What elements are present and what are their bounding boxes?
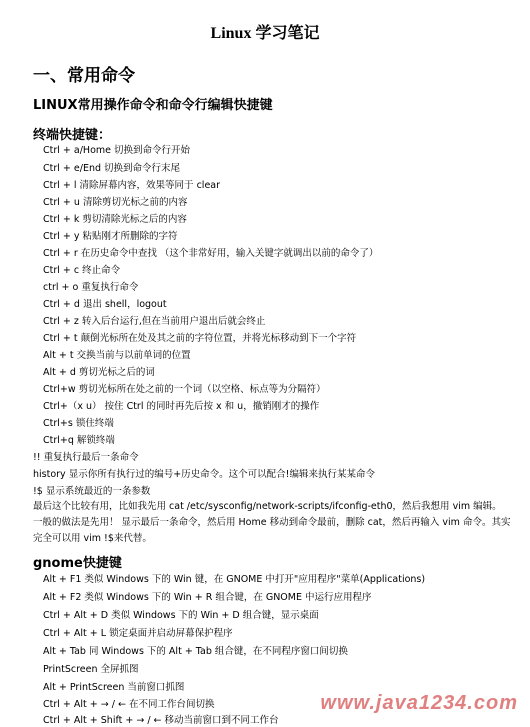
list-item: Ctrl + Alt + L 锁定桌面并启动屏幕保护程序 [43,628,233,639]
explanation-paragraph: 最后这个比较有用，比如我先用 cat /etc/sysconfig/network-scripts/ifconfig-eth0，然后我想用 vim 编辑。一般的做法是先用！ 显示最后一条命令，然后用 Home 移动到命令最前，删除 cat，然后再输入 vim 命令。其实完全可以用 vim !$来代替。 [33,501,511,544]
list-item: PrintScreen 全屏抓图 [43,664,139,675]
list-item: Ctrl + y 粘贴刚才所删除的字符 [43,231,178,242]
list-item: Ctrl+w 剪切光标所在处之前的一个词（以空格、标点等为分隔符） [43,384,326,395]
list-item: Alt + Tab 同 Windows 下的 Alt + Tab 组合键，在不同程序窗口间切换 [43,646,348,657]
list-item: Alt + d 剪切光标之后的词 [43,367,155,378]
list-item: Ctrl + k 剪切清除光标之后的内容 [43,214,187,225]
gnome-shortcuts-heading: gnome快捷键 [33,556,122,571]
watermark: www.java1234.com [320,692,518,714]
list-item: Ctrl+（x u） 按住 Ctrl 的同时再先后按 x 和 u，撤销刚才的操作 [43,401,320,412]
list-item: Ctrl + Alt + → / ← 在不同工作台间切换 [43,699,215,710]
list-item: Alt + F1 类似 Windows 下的 Win 键，在 GNOME 中打开"应用程序"菜单(Applications) [43,574,426,585]
list-item: Ctrl + l 清除屏幕内容，效果等同于 clear [43,180,221,191]
list-item: !! 重复执行最后一条命令 [33,452,139,463]
terminal-shortcuts-heading: 终端快捷键： [33,128,112,143]
list-item: Ctrl + r 在历史命令中查找 （这个非常好用，输入关键字就调出以前的命令了） [43,248,379,259]
list-item: Ctrl + c 终止命令 [43,265,121,276]
list-item: Ctrl+s 锁住终端 [43,418,114,429]
list-item: history 显示你所有执行过的编号+历史命令。这个可以配合!编辑来执行某某命令 [33,469,375,480]
list-item: Ctrl + a/Home 切换到命令行开始 [43,145,190,156]
list-item: Alt + t 交换当前与以前单词的位置 [43,350,191,361]
list-item: Alt + F2 类似 Windows 下的 Win + R 组合键，在 GNOME 中运行应用程序 [43,592,372,603]
list-item: Ctrl + d 退出 shell，logout [43,299,167,310]
subsection-heading: LINUX常用操作命令和命令行编辑快捷键 [33,98,273,113]
section-heading: 一、常用命令 [33,66,135,86]
list-item: Ctrl + u 清除剪切光标之前的内容 [43,197,188,208]
list-item: Ctrl + e/End 切换到命令行末尾 [43,163,181,174]
page-title: Linux 学习笔记 [210,25,320,42]
list-item: Ctrl + Alt + Shift + → / ← 移动当前窗口到不同工作台 [43,715,279,726]
list-item: !$ 显示系统最近的一条参数 [33,486,151,497]
list-item: ctrl + o 重复执行命令 [43,282,139,293]
list-item: Ctrl + Alt + D 类似 Windows 下的 Win + D 组合键，显示桌面 [43,610,319,621]
list-item: Ctrl + z 转入后台运行,但在当前用户退出后就会终止 [43,316,266,327]
list-item: Ctrl+q 解锁终端 [43,435,115,446]
list-item: Ctrl + t 颠倒光标所在处及其之前的字符位置，并将光标移动到下一个字符 [43,333,357,344]
list-item: Alt + PrintScreen 当前窗口抓图 [43,682,185,693]
